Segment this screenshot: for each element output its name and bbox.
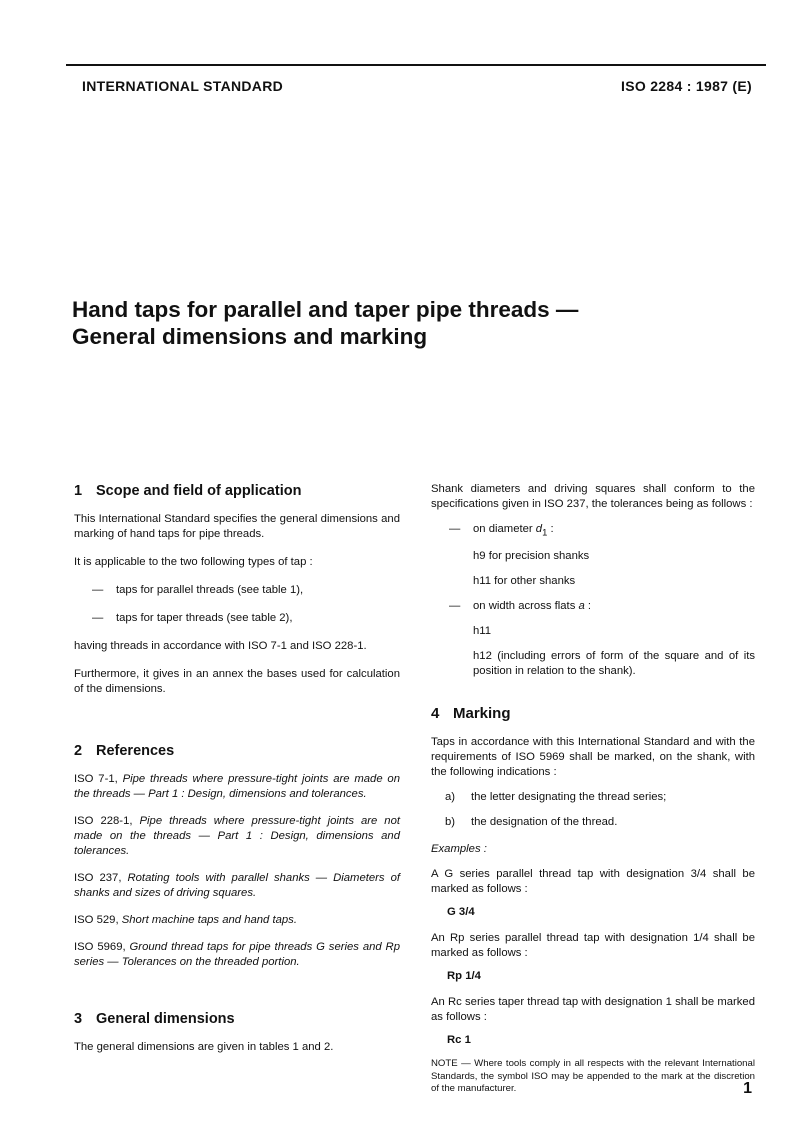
example-text: An Rp series parallel thread tap with designation 1/4 shall be marked as follows : <box>431 932 755 960</box>
list-item <box>431 599 755 614</box>
tolerance-value: h11 for other shanks <box>473 575 576 588</box>
list-item-text: on width across flats a : <box>473 600 592 613</box>
note-text: NOTE — Where tools comply in all respects with the relevant International Standards, the symbol ISO may be appended to the mark at the discretion of the manufacturer. <box>431 1058 755 1095</box>
section-4-title: Marking <box>453 705 511 723</box>
reference-id: ISO 237, <box>74 872 122 884</box>
example-code: Rp 1/4 <box>447 970 481 983</box>
dash-marker: — <box>92 612 104 624</box>
list-item-text: on diameter $d_1$ : <box>473 523 554 538</box>
dash-marker: — <box>449 523 461 535</box>
section-4-heading <box>431 705 755 723</box>
reference-item <box>74 772 400 802</box>
reference-text: Ground thread taps for pipe threads G series and Rp series — Tolerances on the threaded portion. <box>74 941 400 968</box>
list-item <box>431 522 755 539</box>
header-left: INTERNATIONAL STANDARD <box>82 78 284 94</box>
list-item-text: the letter designating the thread series; <box>471 791 667 804</box>
section-3-para-1: The general dimensions are given in tables 1 and 2. <box>74 1041 334 1053</box>
section-4-number: 4 <box>431 705 440 723</box>
dash-marker: — <box>92 584 104 596</box>
list-item-text: taps for taper threads (see table 2), <box>116 612 293 624</box>
list-item <box>74 611 400 626</box>
tolerance-value: h9 for precision shanks <box>473 550 590 563</box>
header-right: ISO 2284 : 1987 (E) <box>621 78 752 94</box>
section-2-number: 2 <box>74 743 83 759</box>
title-line-1: Hand taps for parallel and taper pipe threads — <box>72 297 579 322</box>
section-1-title: Scope and field of application <box>96 483 302 499</box>
reference-id: ISO 5969, <box>74 941 126 953</box>
section-3-number: 3 <box>74 1011 83 1027</box>
list-item-text: taps for parallel threads (see table 1), <box>116 584 304 596</box>
section-1-para-4: Furthermore, it gives in an annex the bases used for calculation of the dimensions. <box>74 668 400 695</box>
reference-id: ISO 7-1, <box>74 773 118 785</box>
list-label: a) <box>445 791 456 804</box>
section-2-title: References <box>96 743 175 759</box>
section-1-para-1: This International Standard specifies the general dimensions and marking of hand taps for pipe threads. <box>74 513 400 540</box>
list-label: b) <box>445 816 456 829</box>
reference-item <box>74 913 400 928</box>
reference-item <box>74 940 400 970</box>
section-1-heading <box>74 482 400 500</box>
reference-id: ISO 228-1, <box>74 815 133 827</box>
left-column <box>74 482 400 1068</box>
dash-marker: — <box>449 600 461 613</box>
reference-item <box>74 814 400 859</box>
page-title <box>72 296 752 350</box>
reference-text: Rotating tools with parallel shanks — Diameters of shanks and sizes of driving squares. <box>74 872 400 899</box>
section-3-heading <box>74 1010 400 1028</box>
example-code: G 3/4 <box>447 906 475 919</box>
section-2-heading <box>74 742 400 760</box>
example-text: A G series parallel thread tap with designation 3/4 shall be marked as follows : <box>431 868 755 896</box>
section-1-number: 1 <box>74 483 83 499</box>
right-column <box>431 482 755 1096</box>
example-text: An Rc series taper thread tap with designation 1 shall be marked as follows : <box>431 996 755 1024</box>
title-line-2: General dimensions and marking <box>72 324 428 349</box>
examples-label: Examples : <box>431 843 487 856</box>
section-3-para-2: Shank diameters and driving squares shall conform to the specifications given in ISO 237, the tolerances being as follows : <box>431 483 755 510</box>
tolerance-value: h11 <box>473 625 492 638</box>
list-item <box>445 790 755 805</box>
header-rule <box>66 64 766 66</box>
tolerance-value: h12 (including errors of form of the square and of its position in relation to the shank). <box>473 650 755 678</box>
reference-text: Pipe threads where pressure-tight joints are not made on the threads — Part 1 : Design, dimensions and tolerances. <box>74 815 400 857</box>
example-code: Rc 1 <box>447 1034 471 1047</box>
reference-text: Short machine taps and hand taps. <box>121 914 297 926</box>
section-1-para-3: having threads in accordance with ISO 7-1 and ISO 228-1. <box>74 640 367 652</box>
list-item <box>445 815 755 830</box>
page-number: 1 <box>743 1080 752 1097</box>
references-list <box>74 772 400 970</box>
section-1-para-2: It is applicable to the two following types of tap : <box>74 556 313 568</box>
section-4-para-1: Taps in accordance with this International Standard and with the requirements of ISO 5969 shall be marked, on the shank, with the following indications : <box>431 736 755 779</box>
reference-id: ISO 529, <box>74 914 119 926</box>
list-item-text: the designation of the thread. <box>471 816 618 829</box>
reference-text: Pipe threads where pressure-tight joints are made on the threads — Part 1 : Design, dimensions and tolerances. <box>74 773 400 800</box>
section-3-title: General dimensions <box>96 1011 235 1027</box>
reference-item <box>74 871 400 901</box>
list-item <box>74 583 400 598</box>
